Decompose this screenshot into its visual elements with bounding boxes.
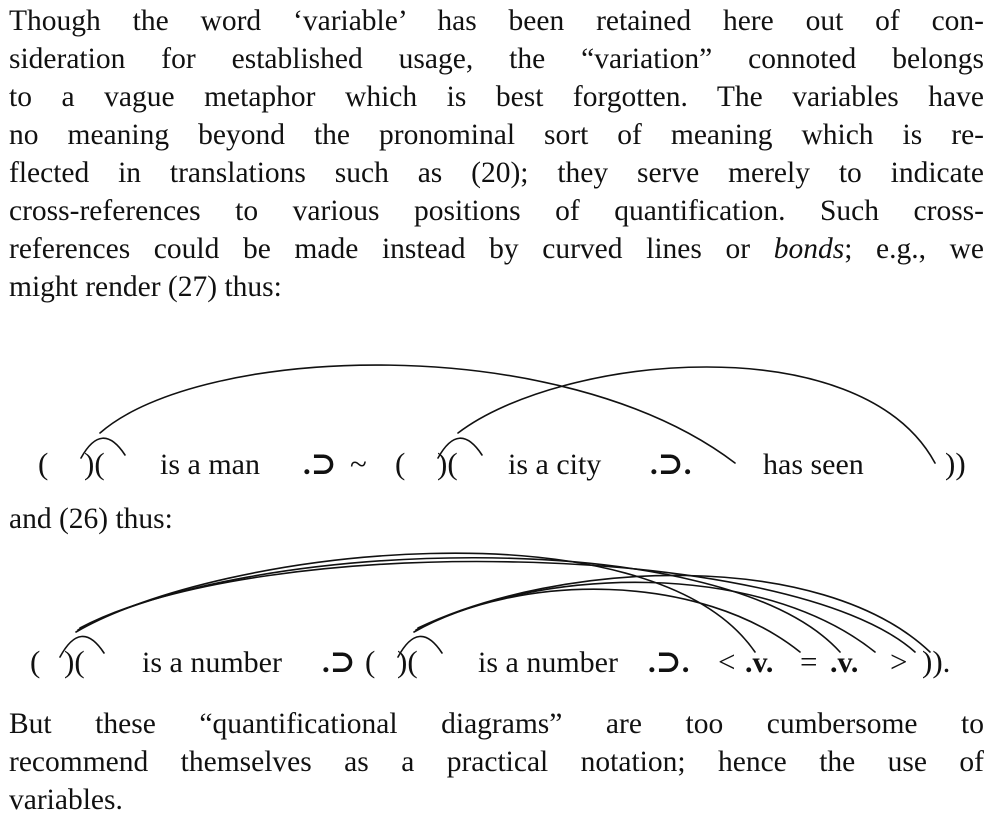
text-line: But these “quantificational diagrams” are too cumbersome to bbox=[9, 708, 984, 740]
text-line: no meaning beyond the pronominal sort of meaning which is re- bbox=[9, 119, 984, 151]
disjunction-symbol: .v. bbox=[830, 646, 859, 679]
less-than-symbol: < bbox=[718, 644, 736, 679]
greater-than-symbol: > bbox=[890, 644, 908, 679]
text-line: sideration for established usage, the “variation” connoted belongs bbox=[9, 43, 984, 75]
diagram-27 bbox=[38, 365, 966, 481]
relation-term: has seen bbox=[763, 448, 864, 481]
text-run: references could be made instead by curved lines or bbox=[9, 233, 774, 265]
predicate-term: is a man bbox=[160, 448, 260, 481]
predicate-term: is a city bbox=[508, 448, 602, 481]
close-paren: )) bbox=[945, 446, 966, 481]
text-line: Though the word ‘variable’ has been retained here out of con- bbox=[9, 5, 984, 37]
close-paren: )). bbox=[922, 644, 951, 679]
predicate-term: is a number bbox=[478, 646, 618, 679]
horseshoe-symbol: .⊃ bbox=[303, 446, 337, 481]
text-line: might render (27) thus: bbox=[9, 271, 282, 303]
bond-arc bbox=[414, 589, 800, 652]
text-line: recommend themselves as a practical notation; hence the use of bbox=[9, 746, 984, 778]
quantifier-slot: )( bbox=[437, 446, 458, 481]
emphasis-bonds: bonds bbox=[773, 233, 845, 265]
horseshoe-symbol: .⊃. bbox=[648, 644, 690, 679]
open-paren: ( bbox=[365, 644, 376, 679]
horseshoe-symbol: .⊃ bbox=[322, 644, 356, 679]
open-paren: ( bbox=[395, 446, 406, 481]
open-paren: ( bbox=[30, 644, 41, 679]
text-line: cross-references to various positions of quantification. Such cross- bbox=[9, 195, 984, 227]
quantifier-slot: )( bbox=[397, 644, 418, 679]
open-paren: ( bbox=[38, 446, 49, 481]
disjunction-symbol: .v. bbox=[745, 646, 774, 679]
diagram-26 bbox=[30, 553, 950, 679]
quantifier-slot: )( bbox=[64, 644, 85, 679]
text-line: to a vague metaphor which is best forgotten. The variables have bbox=[9, 81, 984, 113]
predicate-term: is a number bbox=[142, 646, 282, 679]
bond-arc bbox=[78, 558, 840, 652]
text-line: flected in translations such as (20); they serve merely to indicate bbox=[9, 157, 984, 189]
negation-symbol: ~ bbox=[350, 446, 367, 481]
label-26: and (26) thus: bbox=[9, 503, 173, 535]
equals-symbol: = bbox=[800, 644, 818, 679]
horseshoe-symbol: .⊃. bbox=[650, 446, 692, 481]
text-line: variables. bbox=[9, 784, 123, 816]
quantifier-slot: )( bbox=[84, 446, 105, 481]
bond-arc bbox=[418, 575, 930, 652]
text-run: ; e.g., we bbox=[844, 233, 985, 265]
